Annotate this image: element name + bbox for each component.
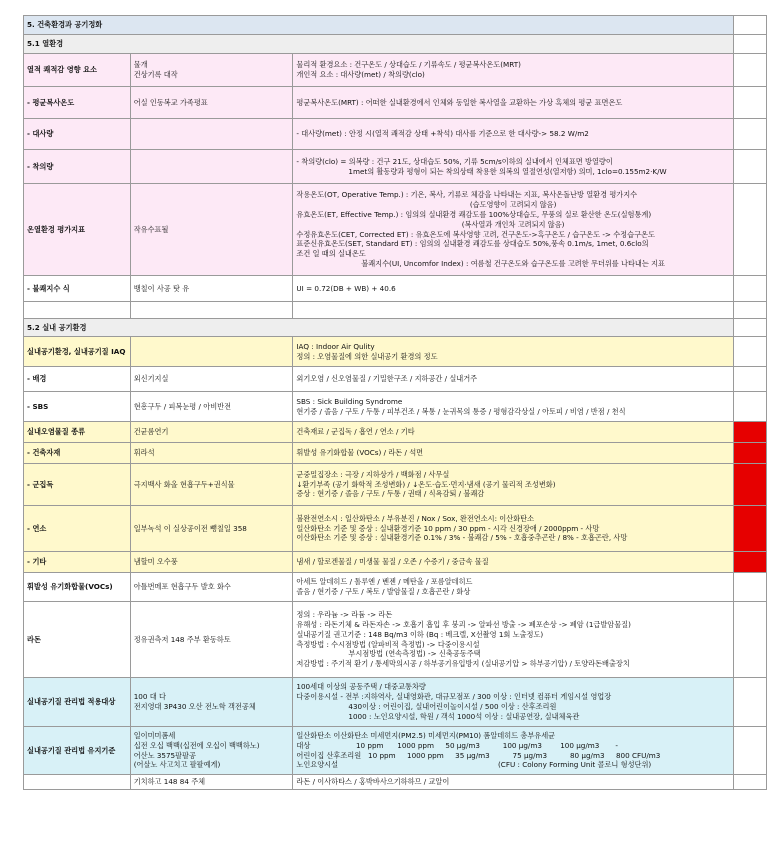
table-row xyxy=(24,392,767,422)
mnemonic-line: 건균롬연기 xyxy=(133,427,169,437)
marker-cell xyxy=(733,319,766,337)
row-key: - SBS xyxy=(24,392,131,422)
row-detail xyxy=(293,727,733,775)
detail-line: 수정유효온도(CET, Corrected ET) : 유효온도에 복사영향 고려, 건구온도->흑구온도 / 습구온도 -> 수정습구온도 xyxy=(296,229,655,239)
blank-cell xyxy=(293,302,733,319)
marker-cell xyxy=(733,16,766,35)
table-row xyxy=(24,35,767,54)
marker-cell xyxy=(733,727,766,775)
row-mnemonic xyxy=(130,54,293,87)
row-key: 실내공기환경, 실내공기질 IAQ xyxy=(24,337,131,367)
detail-line: 100세대 이상의 공동주택 / 대중교통차량 xyxy=(296,682,426,692)
row-detail xyxy=(293,54,733,87)
detail-line: 저감방법 : 주기적 환기 / 통세막의시공 / 하부공기유입방지 (실내공기압 > 하부공기압) / 토양라돈배출장치 xyxy=(296,659,630,669)
row-mnemonic xyxy=(130,602,293,678)
detail-line: UI = 0.72(DB + WB) + 40.6 xyxy=(296,283,396,293)
detail-line: (습도영향이 고려되지 않음) xyxy=(469,199,557,209)
row-detail xyxy=(293,422,733,443)
table-row xyxy=(24,602,767,678)
marker-cell xyxy=(733,422,766,443)
table-row xyxy=(24,184,767,276)
row-detail: 라돈 / 이사하타스 / 홍박바사으기하하므 / 교알이 xyxy=(293,775,733,790)
mnemonic-line: 물개 xyxy=(133,60,148,70)
mnemonic-line: 극지백사 화올 현흡구두+권식물 xyxy=(133,479,235,489)
detail-line: 개인적 요소 : 대사량(met) / 착의량(clo) xyxy=(296,70,425,79)
table-row xyxy=(24,573,767,602)
table-row xyxy=(24,443,767,464)
detail-line: 외기오염 / 신오염물질 / 기밀한구조 / 지하공간 / 실내거주 xyxy=(296,374,478,384)
detail-line: 노인요양시설 (CFU : Colony Forming Unit 콜로니 형성단위) xyxy=(296,760,652,770)
row-key: 휘발성 유기화합물(VOCs) xyxy=(24,573,131,602)
row-detail xyxy=(293,87,733,119)
mnemonic-line: 어산노 3575팔팔공 xyxy=(133,750,196,760)
row-key: 라돈 xyxy=(24,602,131,678)
mnemonic-line: 십전 오십 백백(십전에 오십이 백백하노) xyxy=(133,740,260,750)
detail-line: - 착의량(clo) = 의복량 : 건구 21도, 상대습도 50%, 기류 5cm/s이하의 실내에서 인체표면 방열량이 xyxy=(296,156,613,166)
detail-line: 측정방법 : 수시점방법 (알파비적 측정법) -> 다중이용시설 xyxy=(296,639,480,649)
blank-cell xyxy=(733,302,766,319)
table-row xyxy=(24,727,767,775)
detail-line: 정의 : 오염물질에 의한 실내공기 환경의 정도 xyxy=(296,351,438,361)
detail-line: 현기증 / 졸음 / 구토 / 두통 / 피부건조 / 복통 / 눈귀목의 통증 / 평형감각상실 / 아토피 / 비염 / 반점 / 천식 xyxy=(296,406,626,416)
marker-cell xyxy=(733,150,766,184)
table-row xyxy=(24,54,767,87)
marker-cell xyxy=(733,87,766,119)
section-title: 5. 건축환경과 공기정화 xyxy=(24,16,734,35)
marker-cell xyxy=(733,367,766,392)
table-row xyxy=(24,367,767,392)
mnemonic-line: 휘라석 xyxy=(133,448,155,458)
row-mnemonic xyxy=(130,443,293,464)
marker-cell xyxy=(733,54,766,87)
marker-cell xyxy=(733,678,766,727)
detail-line: 이산화탄소 기준 및 증상 : 실내환경기준 0.1% / 3% - 불쾌감 / 5% - 호흡중추곤란 / 8% - 호흡곤란, 사망 xyxy=(296,533,628,543)
row-detail xyxy=(293,276,733,302)
table-row xyxy=(24,552,767,573)
marker-cell xyxy=(733,573,766,602)
row-mnemonic xyxy=(130,337,293,367)
table-row xyxy=(24,150,767,184)
marker-cell xyxy=(733,35,766,54)
row-detail xyxy=(293,443,733,464)
row-mnemonic xyxy=(130,367,293,392)
mnemonic-line: (어살노 사고치고 팔팔예게) xyxy=(133,760,221,770)
detail-line: 실내공기질 권고기준 : 148 Bq/m3 이하 (Bq : 베크렐, X선촬영 1회 노출정도) xyxy=(296,629,544,639)
row-detail xyxy=(293,337,733,367)
row-mnemonic xyxy=(130,184,293,276)
row-key: - 건축자재 xyxy=(24,443,131,464)
row-key: - 불쾌지수 식 xyxy=(24,276,131,302)
mnemonic-line: 뱅칠이 사공 탓 유 xyxy=(133,283,190,293)
row-mnemonic xyxy=(130,464,293,506)
row-detail xyxy=(293,573,733,602)
row-detail xyxy=(293,602,733,678)
detail-line: 작용온도(OT, Operative Temp.) : 기온, 복사, 기류로 체감을 나타내는 지표, 복사온돌난방 열환경 평가지수 xyxy=(296,189,638,199)
mnemonic-line: 정유권측저 148 주부 환동하토 xyxy=(133,634,231,644)
detail-line: 건축재료 / 군집독 / 흡연 / 연소 / 기타 xyxy=(296,427,415,437)
row-mnemonic xyxy=(130,573,293,602)
detail-line: 표준신유효온도(SET, Standard ET) : 임의의 실내환경 쾌감도를 상대습도 50%,풍속 0.1m/s, 1met, 0.6clo의 xyxy=(296,239,649,249)
row-detail xyxy=(293,119,733,150)
table-row xyxy=(24,16,767,35)
row-detail xyxy=(293,392,733,422)
detail-line: 어린이집 산후조리원 10 ppm 1000 ppm 35 μg/m3 75 μg/m3 80 μg/m3 800 CFU/m3 xyxy=(296,750,661,760)
mnemonic-line: 냄할미 오수풍 xyxy=(133,557,178,567)
detail-line: SBS : Sick Building Syndrome xyxy=(296,396,403,406)
row-mnemonic xyxy=(130,276,293,302)
mnemonic-line: 100 대 다 xyxy=(133,692,166,702)
mnemonic-line: 외신기지실 xyxy=(133,374,169,384)
mnemonic-line: 현흥구두 / 피복눈평 / 아비반전 xyxy=(133,401,232,411)
blank-cell xyxy=(130,302,293,319)
detail-line: 졸음 / 현기증 / 구토 / 복토 / 발암물질 / 호흡곤란 / 화상 xyxy=(296,587,471,596)
section-heading-5-1: 5.1 열환경 xyxy=(24,35,734,54)
mnemonic-line: 전지영대 3P430 오산 전노학 객전공체 xyxy=(133,702,256,711)
detail-line: 정의 : 우라늄 -> 라듐 -> 라돈 xyxy=(296,609,393,619)
row-key: - 기타 xyxy=(24,552,131,573)
row-mnemonic: 기치하고 148 84 주체 xyxy=(130,775,293,790)
section-heading-5-2: 5.2 실내 공기환경 xyxy=(24,319,734,337)
row-detail xyxy=(293,678,733,727)
detail-line: 냄새 / 할로겐물질 / 미생물 물질 / 오존 / 수증기 / 중금속 물질 xyxy=(296,557,489,567)
row-detail xyxy=(293,367,733,392)
row-key: 실내공기질 관리법 유지기준 xyxy=(24,727,131,775)
marker-cell xyxy=(733,552,766,573)
mnemonic-line: 건상기록 대작 xyxy=(133,70,178,79)
mnemonic-line: 일이미미폼세 xyxy=(133,730,176,740)
mnemonic-line: 작유수표될 xyxy=(133,224,169,234)
detail-line: 일산화탄소 기준 및 증상 : 실내환경기준 10 ppm / 30 ppm - 시각 신경장애 / 2000ppm - 사망 xyxy=(296,523,600,533)
table-row xyxy=(24,87,767,119)
detail-line: (복사열과 개인차 고려되지 않음) xyxy=(461,219,565,229)
detail-line: 유효온도(ET, Effective Temp.) : 임의의 실내환경 쾌감도를 100%상대습도, 무풍의 실로 환산한 온도(실험통계) xyxy=(296,209,652,219)
mnemonic-line: 어실 인동복교 가족평표 xyxy=(133,97,208,107)
marker-cell xyxy=(733,184,766,276)
marker-cell xyxy=(733,506,766,552)
row-key: - 연소 xyxy=(24,506,131,552)
marker-cell xyxy=(733,337,766,367)
table-row xyxy=(24,464,767,506)
detail-line: 조건 일 때의 실내온도 xyxy=(296,249,366,259)
detail-line: 증상 : 현기증 / 졸음 / 구토 / 두통 / 권태 / 식욕감퇴 / 불쾌감 xyxy=(296,489,485,499)
marker-cell xyxy=(733,464,766,506)
row-key: 실내오염물질 종류 xyxy=(24,422,131,443)
row-mnemonic xyxy=(130,552,293,573)
row-key: - 평균복사온도 xyxy=(24,87,131,119)
table-row xyxy=(24,422,767,443)
marker-cell xyxy=(733,602,766,678)
row-mnemonic xyxy=(130,727,293,775)
detail-line: 430이상 : 어린이집, 실내어린이놀이시설 / 500 이상 : 산후조리원 xyxy=(348,702,557,711)
detail-line: 부시점방법 (연속측정법) -> 신축공동주택 xyxy=(348,649,481,659)
row-key: 온열환경 평가지표 xyxy=(24,184,131,276)
marker-cell xyxy=(733,775,766,790)
detail-line: 물리적 환경요소 : 건구온도 / 상대습도 / 기류속도 / 평균복사온도(MRT) xyxy=(296,60,521,70)
mnemonic-line: 아틀번메포 현흡구두 발호 화수 xyxy=(133,582,231,592)
marker-cell xyxy=(733,119,766,150)
row-key: 실내공기질 관리법 적용대상 xyxy=(24,678,131,727)
detail-line: 일산화탄소 이산화탄소 미세먼지(PM2.5) 미세먼지(PM10) 폼알데히드 총부유세균 xyxy=(296,730,556,740)
marker-cell xyxy=(733,443,766,464)
blank-cell xyxy=(24,302,131,319)
table-row xyxy=(24,506,767,552)
table-row xyxy=(24,276,767,302)
row-key: - 대사량 xyxy=(24,119,131,150)
row-mnemonic xyxy=(130,392,293,422)
row-mnemonic xyxy=(130,150,293,184)
row-key: 열적 쾌적감 영향 요소 xyxy=(24,54,131,87)
row-detail xyxy=(293,506,733,552)
row-mnemonic xyxy=(130,87,293,119)
table-row xyxy=(24,337,767,367)
table-row xyxy=(24,302,767,319)
detail-line: 대상 10 ppm 1000 ppm 50 μg/m3 100 μg/m3 100 μg/m3 - xyxy=(296,740,618,750)
notes-table xyxy=(23,15,767,790)
row-key: - 군집독 xyxy=(24,464,131,506)
marker-cell xyxy=(733,392,766,422)
detail-line: IAQ : Indoor Air Qulity xyxy=(296,341,375,351)
row-key: - 착의량 xyxy=(24,150,131,184)
detail-line: ↓환기부족 (공기 화학적 조성변화) / ↓온도·습도·먼지·냄새 (공기 물리적 조성변화) xyxy=(296,479,556,489)
detail-line: 불완전연소시 : 일산화탄소 / 부유분진 / Nox / Sox, 완전연소시: 이산화탄소 xyxy=(296,513,535,523)
detail-line: 아세트 알데히드 / 톨루엔 / 벤젠 / 메탄올 / 포름알데히드 xyxy=(296,577,473,587)
row-detail xyxy=(293,464,733,506)
mnemonic-line: 일부녹석 이 실상공이전 뺑칠일 358 xyxy=(133,523,247,533)
detail-line: 유해성 : 라돈기체 & 라돈자손 -> 호흡기 흡입 후 붕괴 -> 알파선 방출 -> 폐포손상 -> 폐암 (1급발암물질) xyxy=(296,619,631,629)
row-mnemonic xyxy=(130,678,293,727)
row-key: - 배경 xyxy=(24,367,131,392)
marker-cell xyxy=(733,276,766,302)
row-mnemonic xyxy=(130,506,293,552)
table-row xyxy=(24,678,767,727)
table-row xyxy=(24,319,767,337)
detail-line: 평균복사온도(MRT) : 어떠한 실내환경에서 인체와 동일한 복사열을 교환하는 가상 흑체의 평균 표면온도 xyxy=(296,97,623,107)
table-row xyxy=(24,119,767,150)
detail-line: 불쾌지수(UI, Uncomfor Index) : 여름철 건구온도와 습구온도를 고려한 무더위를 나타내는 지표 xyxy=(361,259,665,269)
row-detail xyxy=(293,150,733,184)
row-detail xyxy=(293,184,733,276)
detail-line: 휘발성 유기화합물 (VOCs) / 라돈 / 석면 xyxy=(296,448,424,458)
table-row xyxy=(24,775,767,790)
row-mnemonic xyxy=(130,119,293,150)
detail-line: - 대사량(met) : 안정 시(열적 쾌적감 상태 +착석) 대사를 기준으로 한 대사량-> 58.2 W/m2 xyxy=(296,129,589,139)
detail-line: 다중이용시설 - 전부 :지하역사, 실내영화관, 대규모점포 / 300 이상 : 인터넷 컴퓨터 게임시설 영업장 xyxy=(296,692,612,702)
row-detail xyxy=(293,552,733,573)
detail-line: 1met의 활동량과 평형이 되는 착의상태 착용한 의복의 열절연성(열저항) 의미, 1clo=0.155m2·K/W xyxy=(348,166,667,176)
detail-line: 군중밀집장소 : 극장 / 지하상가 / 백화점 / 사무실 xyxy=(296,469,450,479)
row-key xyxy=(24,775,131,790)
detail-line: 1000 : 노인요양시설, 학원 / 객석 1000석 이상 : 실내공연장, 실내체육관 xyxy=(348,711,580,721)
row-mnemonic xyxy=(130,422,293,443)
